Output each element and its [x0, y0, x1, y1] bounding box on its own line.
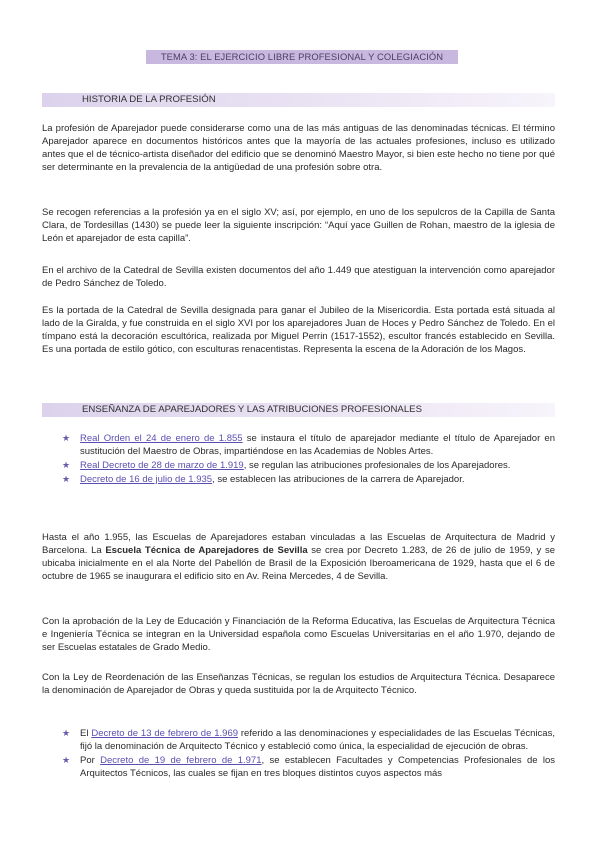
bullet-pre: Por — [80, 755, 101, 766]
star-icon: ★ — [62, 728, 71, 738]
section-heading-ensenanza-text: ENSEÑANZA DE APAREJADORES Y LAS ATRIBUCIONES PROFESIONALES — [82, 404, 422, 415]
star-icon: ★ — [62, 755, 71, 765]
bullet-list-decretos-1 — [62, 432, 555, 487]
paragraph-ley-educacion: Con la aprobación de la Ley de Educación y Financiación de la Reforma Educativa, las Escuelas de Arquitectura Técnica e Ingeniería Técnica se integran en la Universidad española como Escuelas Universitarias en el año 1.970, dejando de ser Escuelas estatales de Grado Medio. — [42, 616, 555, 653]
paragraph-historia-1: La profesión de Aparejador puede considerarse como una de las más antiguas de las denominadas técnicas. El término Aparejador aparece en documentos históricos antes que la mayoría de las actuales profesiones, incluso es utilizado antes que el de técnico-artista diseñador del edificio que se denominó Maestro Mayor, si bien este hecho no tiene por qué ser determinante en la prevalencia de la antigüedad de una profesión sobre otra. — [42, 123, 555, 173]
paragraph-escuelas-post: se crea por Decreto 1.283, de 26 de julio de 1959, y se ubicaba inicialmente en el ala Norte del Pabellón de Brasil de la Exposición Iberoamericana de 1929, hasta que el 6 de octubre de 1965 se inaugurara el edificio sito en Av. Reina Mercedes, 4 de Sevilla. — [42, 545, 555, 582]
paragraph-ley-reordenacion: Con la Ley de Reordenación de las Enseñanzas Técnicas, se regulan los estudios de Arquitectura Técnica. Desaparece la denominación de Aparejador de Obras y queda sustituida por la de Arquitecto Técnico. — [42, 672, 555, 696]
list-item — [62, 473, 555, 486]
list-item — [62, 754, 555, 780]
section-heading-ensenanza — [42, 403, 555, 417]
bullet-text: , se establecen Facultades y Competencias Profesionales de los Arquitectos Técnicos, las cuales se fijan en tres bloques distintos cuyos aspectos más — [80, 755, 555, 779]
bullet-text: referido a las denominaciones y especialidades de las Escuelas Técnicas, fijó la denominación de Arquitecto Técnico y estableció como única, la especialidad de ejecución de obras. — [80, 728, 555, 752]
bullet-text: , se establecen las atribuciones de la carrera de Aparejador. — [212, 474, 465, 485]
star-icon: ★ — [62, 460, 71, 470]
section-heading-historia — [42, 93, 555, 107]
link-decreto-1935[interactable]: Decreto de 16 de julio de 1.935 — [80, 474, 213, 485]
list-item — [62, 432, 555, 458]
paragraph-historia-4: Es la portada de la Catedral de Sevilla designada para ganar el Jubileo de la Misericordia. Esta portada está situada al lado de la Giralda, y fue construida en el siglo XVI por los aparejadores Juan de Hoces y Pedro Sánchez de Toledo. En el tímpano está la decoración escultórica, realizada por Miguel Perrin (1517-1552), escultor francés establecido en Sevilla. Es una portada de estilo gótico, con esculturas renacentistas. Representa la escena de la Adoración de los Magos. — [42, 305, 555, 355]
bullet-list-decretos-2 — [62, 727, 555, 781]
link-real-orden-1855[interactable]: Real Orden el 24 de enero de 1.855 — [80, 433, 243, 444]
paragraph-escuelas — [42, 531, 555, 583]
link-real-decreto-1919[interactable]: Real Decreto de 28 de marzo de 1.919 — [80, 460, 244, 471]
document-title: TEMA 3: EL EJERCICIO LIBRE PROFESIONAL Y COLEGIACIÓN — [146, 50, 458, 64]
list-item — [62, 727, 555, 753]
bullet-text: se instaura el título de aparejador mediante el título de Aparejador en sustitución del Maestro de Obras, impartiéndose en las Academias de Nobles Artes. — [80, 433, 555, 457]
paragraph-historia-2: Se recogen referencias a la profesión ya en el siglo XV; así, por ejemplo, en uno de los sepulcros de la Capilla de Santa Clara, de Tordesillas (1430) se puede leer la siguiente inscripción: “Aquí yace Guillen de Rohan, maestro de la iglesia de León et aparejador de esta capilla”. — [42, 207, 555, 244]
section-heading-historia-text: HISTORIA DE LA PROFESIÓN — [82, 94, 216, 105]
paragraph-historia-3: En el archivo de la Catedral de Sevilla existen documentos del año 1.449 que atestiguan la intervención como aparejador de Pedro Sánchez de Toledo. — [42, 265, 555, 289]
star-icon: ★ — [62, 433, 71, 443]
star-icon: ★ — [62, 474, 71, 484]
link-decreto-1971[interactable]: Decreto de 19 de febrero de 1.971 — [100, 755, 262, 766]
bullet-text: , se regulan las atribuciones profesionales de los Aparejadores. — [243, 460, 511, 471]
link-decreto-1969[interactable]: Decreto de 13 de febrero de 1.969 — [91, 728, 239, 739]
escuela-tecnica-sevilla: Escuela Técnica de Aparejadores de Sevilla — [105, 545, 308, 556]
bullet-pre: El — [80, 728, 92, 739]
list-item — [62, 459, 555, 472]
paragraph-escuelas-pre: Hasta el año 1.955, las Escuelas de Aparejadores estaban vinculadas a las Escuelas de Arquitectura de Madrid y Barcelona. La — [42, 532, 555, 556]
